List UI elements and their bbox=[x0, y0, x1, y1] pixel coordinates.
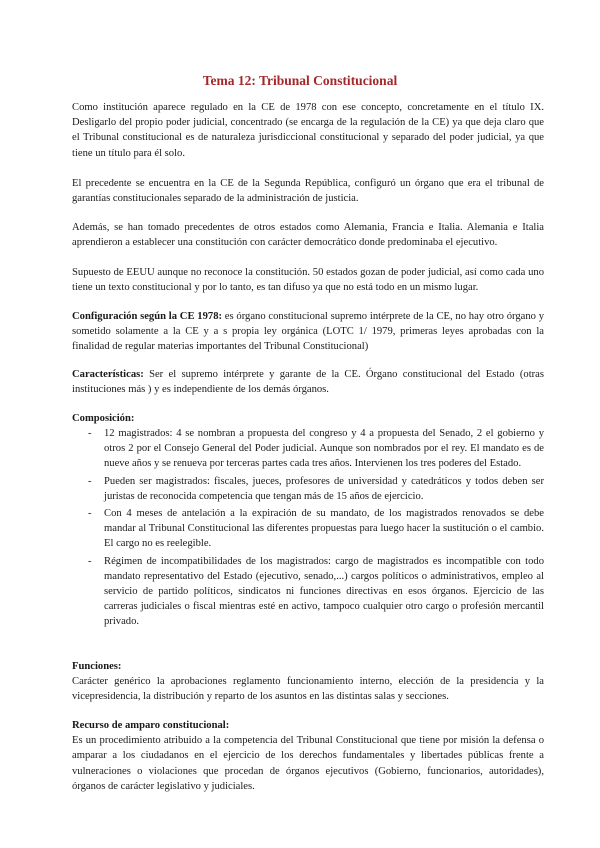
recurso-heading: Recurso de amparo constitucional: bbox=[72, 720, 230, 731]
intro-paragraph-3: Además, se han tomado precedentes de otros estados como Alemania, Francia e Italia. Alemania e Italia aprendieron a establecer una constitución con carácter democrático donde predominaba el ejecutivo. bbox=[72, 222, 544, 249]
intro-paragraph-4: Supuesto de EEUU aunque no reconoce la constitución. 50 estados gozan de poder judicial, así como cada uno tiene un texto constitucional y por lo tanto, es tan difuso ya que no está todo en un mismo lugar. bbox=[72, 267, 544, 294]
bullet-dash: - bbox=[88, 508, 92, 520]
recurso-text: Es un procedimiento atribuido a la competencia del Tribunal Constitucional que tiene por misión la defensa o amparar a los ciudadanos en el ejercicio de los derechos fundamentales y libertades públicas frente a vulneraciones o violaciones que procedan de órganos ejecutivos (Gobierno, funcionarios, autoridades), órganos de carácter legislativo y judiciales. bbox=[72, 735, 544, 792]
configuracion-text: es órgano constitucional supremo intérprete de la CE, no hay otro órgano y sometido solamente a la CE y a s propia ley orgánica (LOTC 1/ 1979, primeras leyes aprobadas con la finalidad de regular materias importantes del Tribunal Constitucional) bbox=[72, 311, 544, 353]
list-item-text: Con 4 meses de antelación a la expiración de su mandato, de los magistrados renovados se debe mandar al Tribunal Constitucional las diferentes propuestas para luego hacer la sustitución o el cambio. El cargo no es reelegible. bbox=[104, 508, 544, 550]
caracteristicas-label: Características: bbox=[72, 369, 144, 380]
caracteristicas-text: Ser el supremo intérprete y garante de la CE. Órgano constitucional del Estado (otras instituciones más ) y es independiente de los demás órganos. bbox=[72, 369, 544, 396]
funciones-heading: Funciones: bbox=[72, 661, 122, 672]
list-item bbox=[88, 506, 544, 552]
bullet-dash: - bbox=[88, 475, 92, 487]
caracteristicas-paragraph bbox=[72, 367, 544, 397]
list-item bbox=[88, 426, 544, 472]
recurso-section bbox=[72, 718, 544, 794]
list-item-text: Pueden ser magistrados: fiscales, jueces, profesores de universidad y catedráticos y todos deben ser juristas de reconocida competencia que tengan más de 15 años de ejercicio. bbox=[104, 475, 544, 502]
intro-paragraph-1: Como institución aparece regulado en la CE de 1978 con ese concepto, concretamente en el título IX. Desligarlo del propio poder judicial, concentrado (se encarga de la regulación de la CE) ya que deja claro que el Tribunal constitucional es de naturaleza jurisdiccional constitucional y separado del poder judicial, ya que tiene un título para él solo. bbox=[72, 102, 544, 159]
page-title: Tema 12: Tribunal Constitucional bbox=[202, 73, 398, 88]
intro-paragraph-2: El precedente se encuentra en la CE de la Segunda República, configuró un órgano que era el tribunal de garantías constitucionales separado de la administración de justicia. bbox=[72, 178, 544, 205]
composicion-heading: Composición: bbox=[72, 413, 135, 424]
configuracion-label: Configuración según la CE 1978: bbox=[72, 311, 223, 322]
bullet-dash: - bbox=[88, 428, 92, 439]
configuracion-paragraph bbox=[72, 309, 544, 355]
composicion-list bbox=[88, 426, 544, 632]
list-item-text: Régimen de incompatibilidades de los magistrados: cargo de magistrados es incompatible con todo mandato representativo del Estado (ejecutivo, senado,...) cargos políticos o administrativos, empleo al servicio de partido políticos, sindicatos ni funciones directivas en esos órganos. Ejercicio de las carreras judiciales o fiscal mientras esté en activo, tampoco cualquier otro cargo o profesión mercantil privado. bbox=[104, 555, 544, 628]
funciones-text: Carácter genérico la aprobaciones reglamento funcionamiento interno, elección de la presidencia y la vicepresidencia, la distribución y reparto de los asuntos en las distintas salas y secciones. bbox=[72, 676, 544, 703]
funciones-section bbox=[72, 659, 544, 705]
list-item bbox=[88, 554, 544, 630]
list-item-text: 12 magistrados: 4 se nombran a propuesta del congreso y 4 a propuesta del Senado, 2 el gobierno y otros 2 por el Consejo General del Poder judicial. Aunque son nombrados por el rey. El mandato es de nueve años y se renueva por terceras partes cada tres años. Intervienen los tres poderes del Estado. bbox=[104, 428, 544, 470]
bullet-dash: - bbox=[88, 555, 92, 567]
list-item bbox=[88, 474, 544, 504]
